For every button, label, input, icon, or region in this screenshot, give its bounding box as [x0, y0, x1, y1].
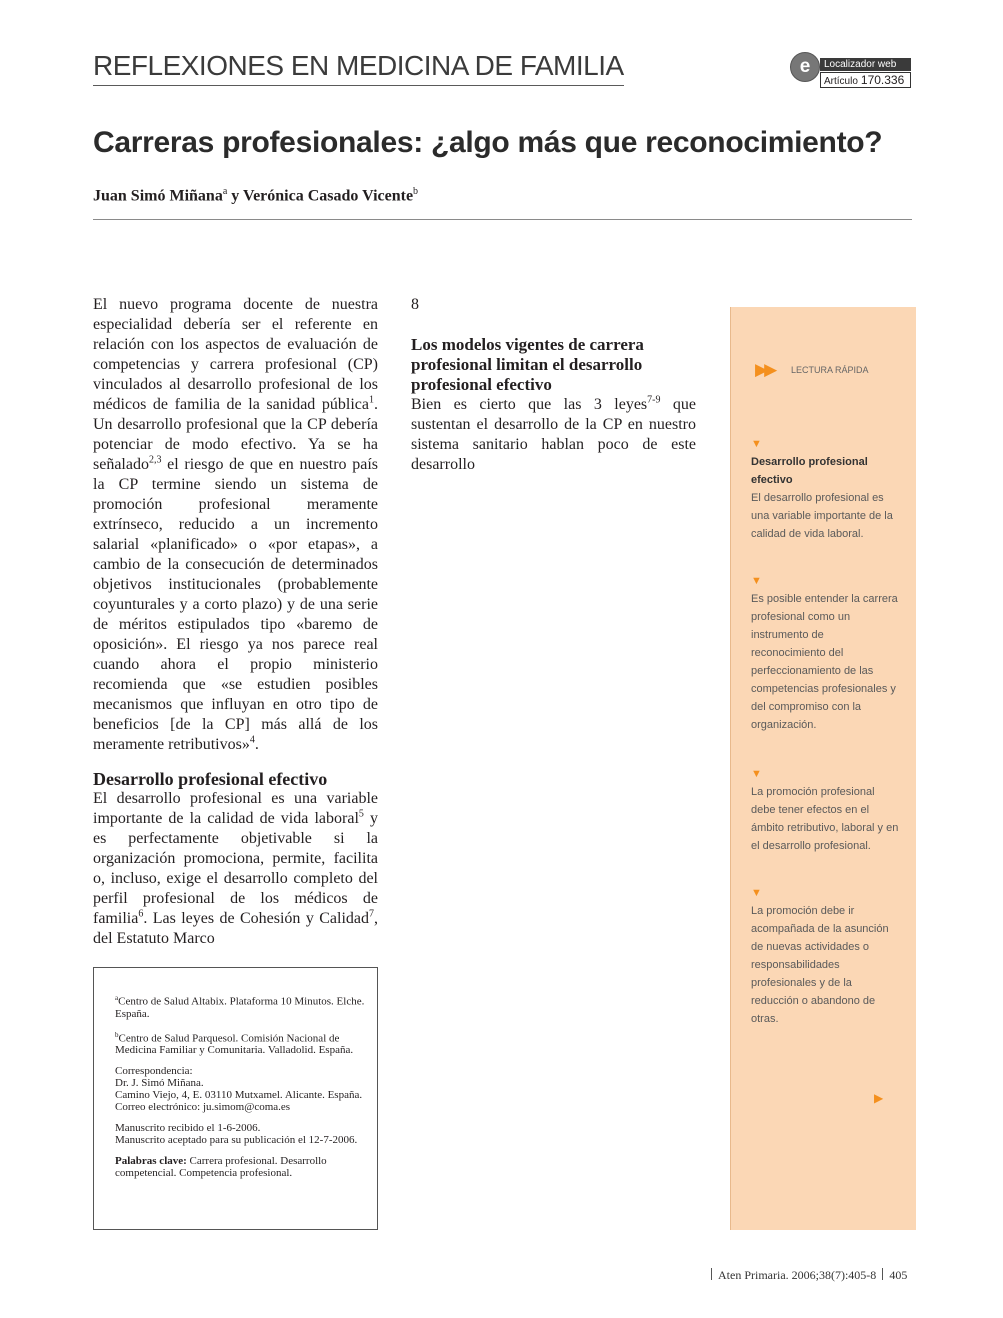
author-2: Verónica Casado Vicente	[242, 187, 414, 205]
section-title: REFLEXIONES EN MEDICINA DE FAMILIA	[93, 50, 624, 86]
page-footer	[705, 1268, 907, 1283]
locator-number: 170.336	[860, 73, 905, 87]
web-locator[interactable]	[790, 52, 911, 90]
triangle-down-icon: ▼	[751, 887, 762, 899]
page-number: 405	[889, 1268, 908, 1282]
footer-divider	[882, 1268, 883, 1280]
article-title: Carreras profesionales: ¿algo más que reconocimiento?	[93, 126, 883, 159]
correspondence: Correspondencia: Dr. J. Simó Miñana. Camino Viejo, 4, E. 03110 Mutxamel. Alicante. España. Correo electrónico: ju.simom@coma.es	[115, 1065, 363, 1114]
intro-paragraph: El nuevo programa docente de nuestra especialidad debería ser el referente en relación con los aspectos de evaluación de competencias y carrera profesional (CP) vinculados al desarrollo profesional de los médicos de familia de la sanidad pública$^1$. Un desarrollo profesional que la CP debería potenciar de modo efectivo. Ya se ha señalado$^{2,3}$ el riesgo de que en nuestro país la CP termine siendo un sistema de promoción profesional meramente extrínseco, reducido a un incremento salarial «planificado» o «por etapas», a cambio de la consecución de determinados objetivos institucionales (probablemente coyunturales y a corto plazo) y de una serie de méritos estipulados tipo «baremo de oposición». El riesgo ya nos parece real cuando ahora el propio ministerio recomienda que «se estudien posibles mecanismos que influyan en otro tipo de beneficios [de la CP] más allá de los meramente retributivos»$^4$.	[93, 296, 378, 753]
triangle-down-icon: ▼	[751, 768, 762, 780]
author-1-affil: a	[222, 186, 228, 197]
email[interactable]: Correo electrónico: ju.simom@coma.es	[115, 1101, 291, 1114]
footer-divider	[711, 1268, 712, 1280]
author-1: Juan Simó Miñana	[93, 187, 223, 205]
affiliation-b: $^b$Centro de Salud Parquesol. Comisión Nacional de Medicina Familiar y Comunitaria. Valladolid. España.	[115, 1030, 354, 1057]
triangle-down-icon: ▼	[751, 438, 762, 450]
triangle-down-icon: ▼	[751, 575, 762, 587]
continue-arrow-icon: ▶	[874, 1091, 884, 1105]
locator-title: Localizador web	[820, 58, 911, 71]
quick-read-item: ▼ Desarrollo profesional efectivo El desarrollo profesional es una variable importante de la calidad de vida laboral.	[751, 437, 901, 543]
journal-citation: Aten Primaria. 2006;38(7):405-8	[718, 1268, 877, 1282]
quick-read-item: ▼ Es posible entender la carrera profesional como un instrumento de reconocimiento del perfeccionamiento de las competencias profesionales y del compromiso con la organización.	[751, 574, 901, 734]
citation-ref: 1	[369, 394, 374, 406]
locator-article	[820, 72, 911, 88]
header-divider	[93, 219, 912, 220]
citation-ref: 4	[249, 734, 255, 746]
quick-read-title: LECTURA RÁPIDA	[791, 365, 869, 375]
section-2-paragraph: Bien es cierto que las 3 leyes$^{7-9}$ que sustentan el desarrollo de la CP en nuestro sistema sanitario hablan poco de este desarrollo	[411, 394, 697, 473]
affiliation-a: $^a$Centro de Salud Altabix. Plataforma 10 Minutos. Elche. España.	[115, 994, 365, 1020]
citation-ref: 7	[369, 908, 374, 920]
column-1	[93, 295, 378, 949]
fast-forward-icon: ▶▶	[755, 360, 774, 379]
quick-read-item: ▼ La promoción debe ir acompañada de la asunción de nuevas actividades o responsabilidades profesionales y de la reducción o abandono de otras.	[751, 886, 901, 1028]
quick-read-sidebar	[730, 307, 916, 1230]
section-1-paragraph-cont: 8	[411, 296, 419, 313]
section-heading-2: Los modelos vigentes de carrera profesional limitan el desarrollo profesional efectivo	[411, 335, 644, 394]
citation-ref: 7-9	[647, 394, 661, 406]
section-heading-1: Desarrollo profesional efectivo	[93, 769, 328, 789]
keywords: Palabras clave: Carrera profesional. Desarrollo competencial. Competencia profesional.	[115, 1155, 327, 1180]
citation-ref: 6	[138, 908, 144, 920]
quick-read-item: ▼ La promoción profesional debe tener efectos en el ámbito retributivo, laboral y en el desarrollo profesional.	[751, 767, 901, 855]
author-join: y	[227, 187, 243, 205]
locator-label: Artículo	[824, 76, 858, 87]
author-2-affil: b	[413, 186, 419, 197]
citation-ref: 2,3	[148, 454, 162, 466]
e-icon: e	[790, 52, 820, 82]
column-2	[411, 295, 696, 475]
manuscript-dates: Manuscrito recibido el 1-6-2006. Manuscrito aceptado para su publicación el 12-7-2006.	[115, 1122, 358, 1147]
affiliation-box	[93, 967, 378, 1230]
citation-ref: 5	[358, 808, 364, 820]
section-1-paragraph-start: El desarrollo profesional es una variable importante de la calidad de vida laboral$^5$ y es perfectamente objetivable si la organización promociona, permite, facilita o, incluso, exige el desarrollo completo del perfil profesional de los médicos de familia$^6$. Las leyes de Cohesión y Calidad$^7$, del Estatuto Marco	[93, 790, 378, 947]
authors	[93, 186, 418, 205]
